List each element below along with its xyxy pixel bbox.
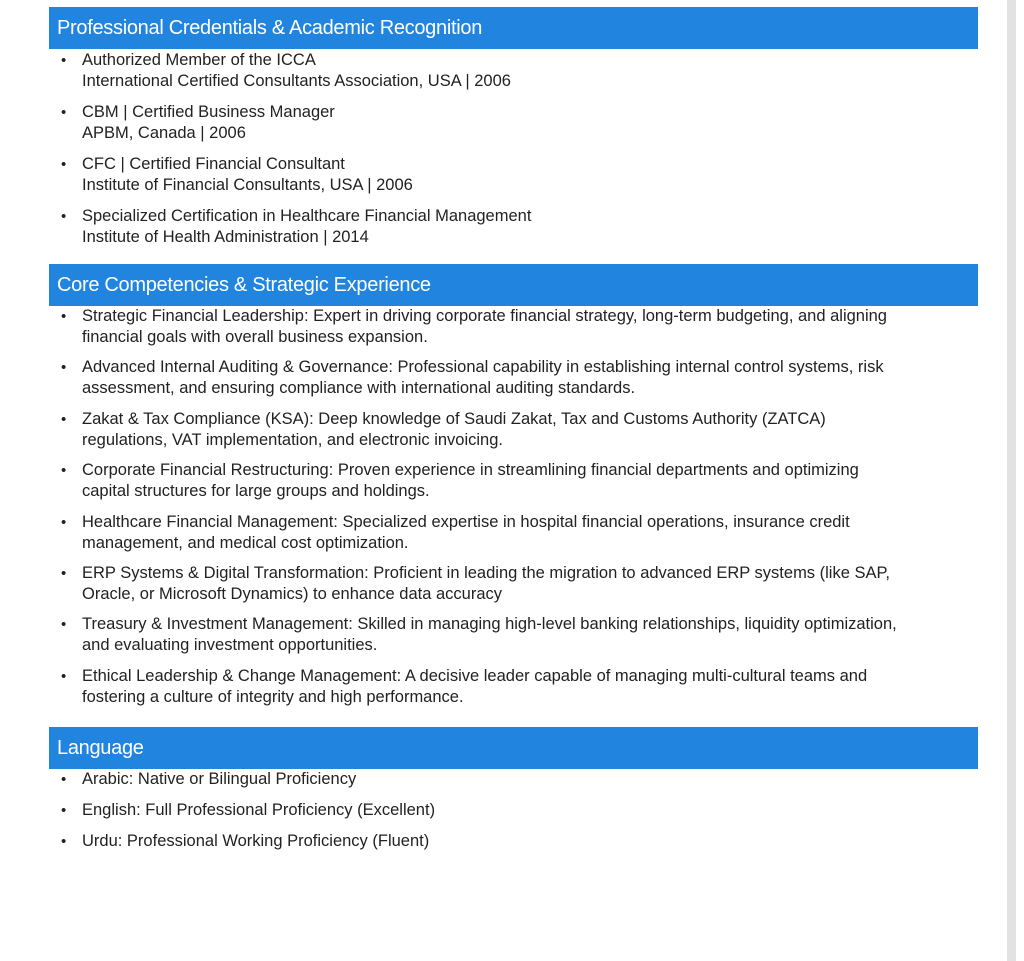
item-text-cont: assessment, and ensuring compliance with international auditing standards. xyxy=(82,379,636,398)
list-item xyxy=(49,666,978,717)
list-item: • Arabic: Native or Bilingual Proficiency xyxy=(49,769,978,800)
credentials-list xyxy=(49,50,978,258)
item-text-cont: and evaluating investment opportunities. xyxy=(82,636,378,655)
item-title: • Specialized Certification in Healthcare Financial Management xyxy=(82,207,532,225)
list-item xyxy=(49,563,978,614)
section-credentials xyxy=(49,7,978,258)
competencies-list xyxy=(49,306,978,717)
section-heading: Professional Credentials & Academic Recognition xyxy=(49,7,978,49)
item-text: • Treasury & Investment Management: Skilled in managing high-level banking relationships, liquidity optimization, xyxy=(82,615,897,634)
item-title: • CFC | Certified Financial Consultant xyxy=(82,155,345,173)
item-text-cont: financial goals with overall business expansion. xyxy=(82,328,428,346)
list-item xyxy=(49,206,978,258)
item-detail: Institute of Health Administration | 2014 xyxy=(82,228,369,246)
list-item: • English: Full Professional Proficiency (Excellent) xyxy=(49,800,978,831)
item-text-cont: fostering a culture of integrity and high performance. xyxy=(82,687,464,706)
item-title: • Authorized Member of the ICCA xyxy=(82,51,316,69)
item-text: • Healthcare Financial Management: Specialized expertise in hospital financial operations, insurance credit xyxy=(82,512,850,531)
section-heading: Core Competencies & Strategic Experience xyxy=(49,264,978,306)
item-title: • CBM | Certified Business Manager xyxy=(82,103,335,121)
item-detail: APBM, Canada | 2006 xyxy=(82,124,246,142)
item-text-cont: capital structures for large groups and holdings. xyxy=(82,482,430,501)
list-item xyxy=(49,614,978,665)
list-item: • Urdu: Professional Working Proficiency (Fluent) xyxy=(49,831,978,862)
list-item xyxy=(49,102,978,154)
list-item xyxy=(49,154,978,206)
list-item xyxy=(49,306,978,357)
item-text-cont: Oracle, or Microsoft Dynamics) to enhance data accuracy xyxy=(82,584,503,603)
section-language xyxy=(49,727,978,862)
list-item xyxy=(49,512,978,563)
list-item xyxy=(49,460,978,511)
item-text-cont: regulations, VAT implementation, and electronic invoicing. xyxy=(82,430,503,449)
section-heading: Language xyxy=(49,727,978,769)
item-text: • Ethical Leadership & Change Management: A decisive leader capable of managing multi-cultural teams and xyxy=(82,666,868,685)
list-item xyxy=(49,50,978,102)
item-text-cont: management, and medical cost optimization. xyxy=(82,533,409,552)
list-item xyxy=(49,357,978,408)
item-text: • ERP Systems & Digital Transformation: Proficient in leading the migration to advanced ERP systems (like SAP, xyxy=(82,563,890,582)
item-detail: Institute of Financial Consultants, USA | 2006 xyxy=(82,176,413,194)
item-text: • Corporate Financial Restructuring: Proven experience in streamlining financial departments and optimizing xyxy=(82,461,859,480)
item-text: • Zakat & Tax Compliance (KSA): Deep knowledge of Saudi Zakat, Tax and Customs Authority (ZATCA) xyxy=(82,409,826,428)
vertical-scrollbar[interactable] xyxy=(1007,0,1016,961)
item-text: • Strategic Financial Leadership: Expert in driving corporate financial strategy, long-term budgeting, and aligning xyxy=(82,307,887,325)
item-detail: International Certified Consultants Association, USA | 2006 xyxy=(82,72,511,90)
language-list xyxy=(49,769,978,862)
item-text: • Advanced Internal Auditing & Governance: Professional capability in establishing internal control systems, risk xyxy=(82,358,884,377)
section-competencies xyxy=(49,264,978,717)
list-item xyxy=(49,409,978,460)
